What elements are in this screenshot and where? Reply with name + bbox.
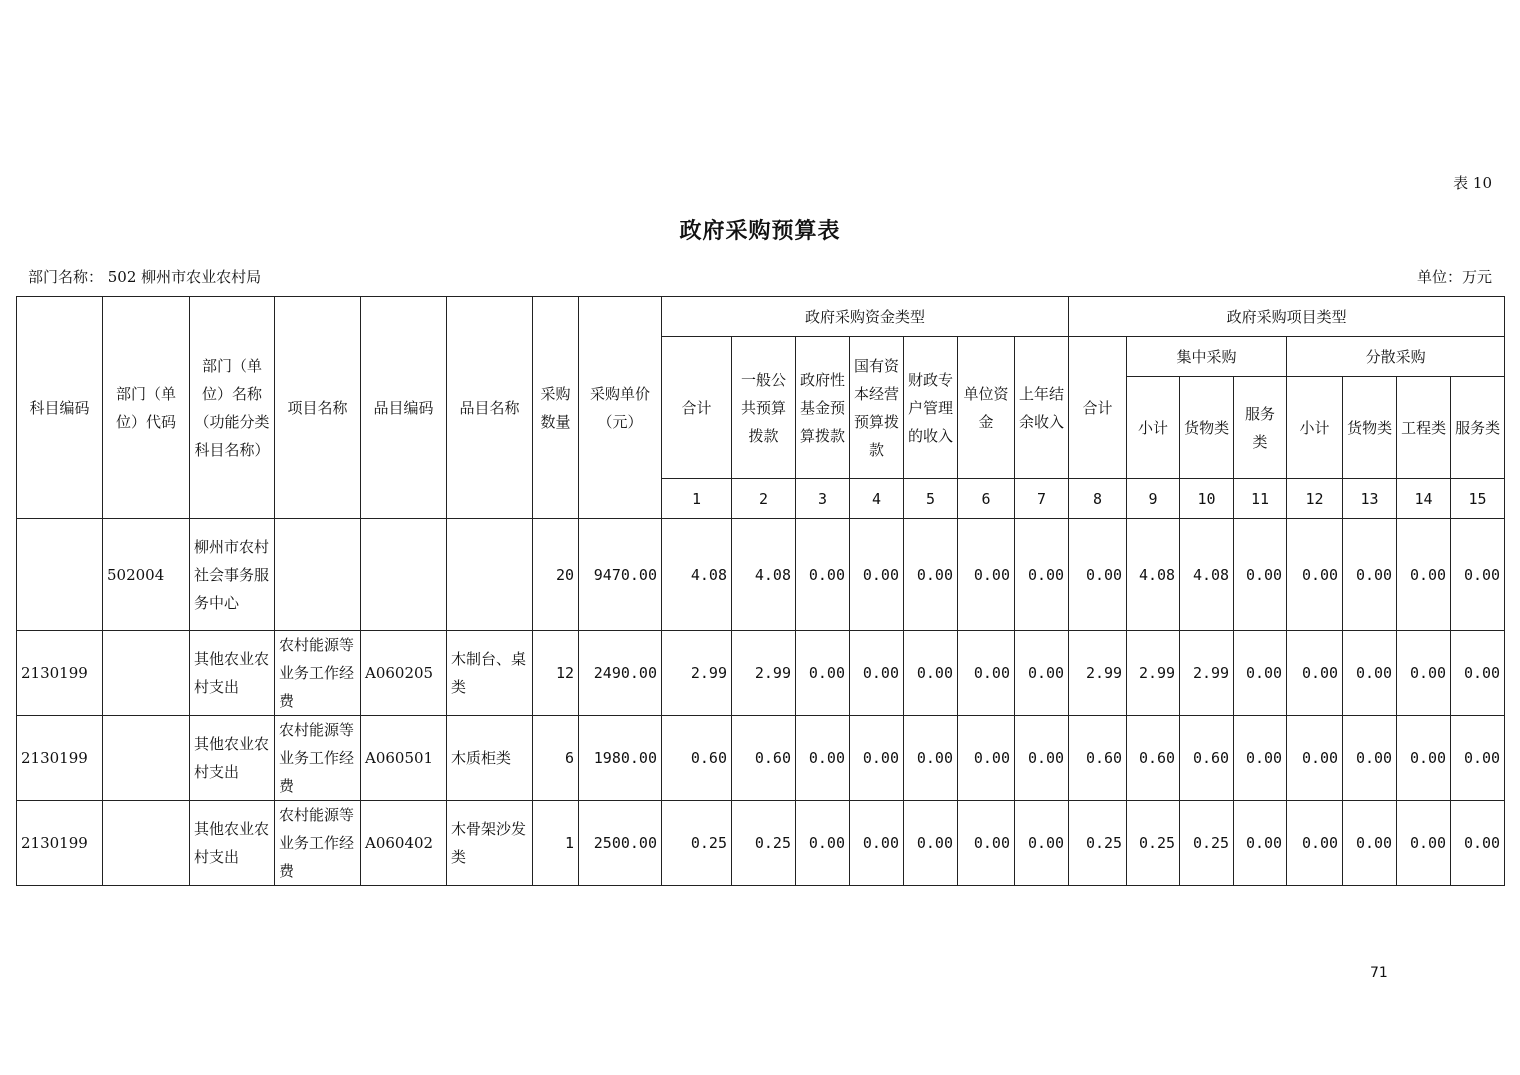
table-row	[17, 716, 1505, 801]
item-name-cell: 木制台、桌类	[447, 631, 533, 716]
page-title: 政府采购预算表	[679, 218, 841, 244]
subject-code-cell: 2130199	[17, 801, 103, 886]
subject-code-cell: 2130199	[17, 631, 103, 716]
project-name-cell: 农村能源等业务工作经费	[275, 631, 361, 716]
page-number: 71	[1370, 965, 1388, 981]
amount-cell: 0.00	[1343, 631, 1397, 716]
amount-cell: 0.00	[1287, 519, 1343, 631]
dept-name-cell: 其他农业农村支出	[190, 716, 275, 801]
header-carryover: 上年结余收入	[1015, 337, 1069, 479]
amount-cell: 0.00	[958, 519, 1015, 631]
column-number: 9	[1127, 479, 1180, 519]
column-number: 13	[1343, 479, 1397, 519]
department-label: 部门名称： 502 柳州市农业农村局	[28, 268, 262, 286]
dept-code-cell	[103, 716, 190, 801]
item-code-cell: A060402	[361, 801, 447, 886]
amount-cell: 0.00	[904, 716, 958, 801]
header-decentralized-subtotal: 小计	[1287, 377, 1343, 479]
amount-cell: 0.00	[796, 801, 850, 886]
amount-cell: 0.00	[1397, 631, 1451, 716]
unit-price-cell: 2500.00	[579, 801, 662, 886]
amount-cell: 0.00	[1451, 716, 1505, 801]
dept-code-cell: 502004	[103, 519, 190, 631]
column-number: 1	[662, 479, 732, 519]
amount-cell: 0.00	[1287, 801, 1343, 886]
amount-cell: 0.00	[1343, 716, 1397, 801]
dept-name-cell: 其他农业农村支出	[190, 801, 275, 886]
quantity-cell: 20	[533, 519, 579, 631]
amount-cell: 0.25	[1180, 801, 1234, 886]
header-decentralized-service: 服务类	[1451, 377, 1505, 479]
amount-cell: 0.00	[1015, 631, 1069, 716]
column-number: 11	[1234, 479, 1287, 519]
amount-cell: 0.00	[904, 631, 958, 716]
header-item-name: 品目名称	[447, 297, 533, 519]
amount-cell: 0.00	[1343, 801, 1397, 886]
amount-cell: 4.08	[662, 519, 732, 631]
header-dept-code: 部门（单位）代码	[103, 297, 190, 519]
project-name-cell: 农村能源等业务工作经费	[275, 716, 361, 801]
amount-cell: 0.00	[850, 631, 904, 716]
amount-cell: 0.00	[850, 716, 904, 801]
amount-cell: 4.08	[1127, 519, 1180, 631]
amount-cell: 0.25	[662, 801, 732, 886]
unit-price-cell: 9470.00	[579, 519, 662, 631]
amount-cell: 0.00	[1451, 519, 1505, 631]
amount-cell: 0.25	[1127, 801, 1180, 886]
column-number: 4	[850, 479, 904, 519]
dept-code-cell	[103, 801, 190, 886]
amount-cell: 2.99	[732, 631, 796, 716]
column-number: 5	[904, 479, 958, 519]
header-centralized-service: 服务类	[1234, 377, 1287, 479]
quantity-cell: 1	[533, 801, 579, 886]
amount-cell: 0.00	[1451, 631, 1505, 716]
amount-cell: 0.00	[1015, 716, 1069, 801]
column-number: 15	[1451, 479, 1505, 519]
column-number: 3	[796, 479, 850, 519]
amount-cell: 0.00	[1451, 801, 1505, 886]
amount-cell: 4.08	[732, 519, 796, 631]
project-name-cell: 农村能源等业务工作经费	[275, 801, 361, 886]
amount-cell: 0.00	[1015, 519, 1069, 631]
amount-cell: 0.60	[662, 716, 732, 801]
table-row	[17, 631, 1505, 716]
header-project-total: 合计	[1069, 337, 1127, 479]
amount-cell: 0.00	[958, 631, 1015, 716]
item-code-cell: A060501	[361, 716, 447, 801]
amount-cell: 0.00	[958, 801, 1015, 886]
header-decentralized: 分散采购	[1287, 337, 1505, 377]
header-dept-name: 部门（单位）名称（功能分类科目名称）	[190, 297, 275, 519]
header-decentralized-engineering: 工程类	[1397, 377, 1451, 479]
header-gov-fund: 政府性基金预算拨款	[796, 337, 850, 479]
amount-cell: 0.60	[1127, 716, 1180, 801]
dept-name-cell: 柳州市农村社会事务服务中心	[190, 519, 275, 631]
amount-cell: 0.00	[1234, 631, 1287, 716]
amount-cell: 0.00	[1069, 519, 1127, 631]
header-state-capital: 国有资本经营预算拨款	[850, 337, 904, 479]
column-number: 2	[732, 479, 796, 519]
unit-label: 单位：万元	[1416, 268, 1492, 286]
column-number: 7	[1015, 479, 1069, 519]
amount-cell: 0.60	[1069, 716, 1127, 801]
amount-cell: 4.08	[1180, 519, 1234, 631]
amount-cell: 0.00	[1287, 631, 1343, 716]
header-qty: 采购数量	[533, 297, 579, 519]
procurement-budget-table	[16, 296, 1505, 886]
amount-cell: 2.99	[662, 631, 732, 716]
amount-cell: 0.00	[850, 801, 904, 886]
amount-cell: 0.60	[732, 716, 796, 801]
header-fund-total: 合计	[662, 337, 732, 479]
amount-cell: 0.60	[1180, 716, 1234, 801]
column-number: 10	[1180, 479, 1234, 519]
amount-cell: 0.00	[1234, 519, 1287, 631]
amount-cell: 0.00	[1397, 801, 1451, 886]
amount-cell: 0.00	[904, 519, 958, 631]
amount-cell: 0.00	[1343, 519, 1397, 631]
item-code-cell: A060205	[361, 631, 447, 716]
header-fund-type: 政府采购资金类型	[662, 297, 1069, 337]
header-decentralized-goods: 货物类	[1343, 377, 1397, 479]
amount-cell: 0.00	[1397, 519, 1451, 631]
column-number: 8	[1069, 479, 1127, 519]
amount-cell: 0.00	[1397, 716, 1451, 801]
table-number: 表 10	[1453, 174, 1492, 192]
amount-cell: 0.00	[796, 631, 850, 716]
column-number: 6	[958, 479, 1015, 519]
subject-code-cell	[17, 519, 103, 631]
amount-cell: 2.99	[1069, 631, 1127, 716]
amount-cell: 0.25	[1069, 801, 1127, 886]
amount-cell: 0.00	[904, 801, 958, 886]
header-project-name: 项目名称	[275, 297, 361, 519]
item-name-cell: 木质柜类	[447, 716, 533, 801]
amount-cell: 0.00	[1015, 801, 1069, 886]
header-centralized: 集中采购	[1127, 337, 1287, 377]
table-row	[17, 519, 1505, 631]
column-number: 12	[1287, 479, 1343, 519]
header-general-budget: 一般公共预算拨款	[732, 337, 796, 479]
subject-code-cell: 2130199	[17, 716, 103, 801]
amount-cell: 0.00	[796, 519, 850, 631]
amount-cell: 0.00	[1234, 801, 1287, 886]
dept-name-cell: 其他农业农村支出	[190, 631, 275, 716]
item-name-cell	[447, 519, 533, 631]
project-name-cell	[275, 519, 361, 631]
item-name-cell: 木骨架沙发类	[447, 801, 533, 886]
amount-cell: 0.25	[732, 801, 796, 886]
table-row	[17, 801, 1505, 886]
column-number: 14	[1397, 479, 1451, 519]
amount-cell: 0.00	[958, 716, 1015, 801]
amount-cell: 0.00	[1234, 716, 1287, 801]
header-unit-fund: 单位资金	[958, 337, 1015, 479]
amount-cell: 0.00	[850, 519, 904, 631]
item-code-cell	[361, 519, 447, 631]
quantity-cell: 6	[533, 716, 579, 801]
header-item-code: 品目编码	[361, 297, 447, 519]
dept-code-cell	[103, 631, 190, 716]
header-centralized-subtotal: 小计	[1127, 377, 1180, 479]
unit-price-cell: 2490.00	[579, 631, 662, 716]
amount-cell: 2.99	[1180, 631, 1234, 716]
unit-price-cell: 1980.00	[579, 716, 662, 801]
header-centralized-goods: 货物类	[1180, 377, 1234, 479]
amount-cell: 0.00	[796, 716, 850, 801]
header-subject-code: 科目编码	[17, 297, 103, 519]
header-project-type: 政府采购项目类型	[1069, 297, 1505, 337]
amount-cell: 2.99	[1127, 631, 1180, 716]
header-special-account: 财政专户管理的收入	[904, 337, 958, 479]
header-unit-price: 采购单价（元）	[579, 297, 662, 519]
amount-cell: 0.00	[1287, 716, 1343, 801]
quantity-cell: 12	[533, 631, 579, 716]
